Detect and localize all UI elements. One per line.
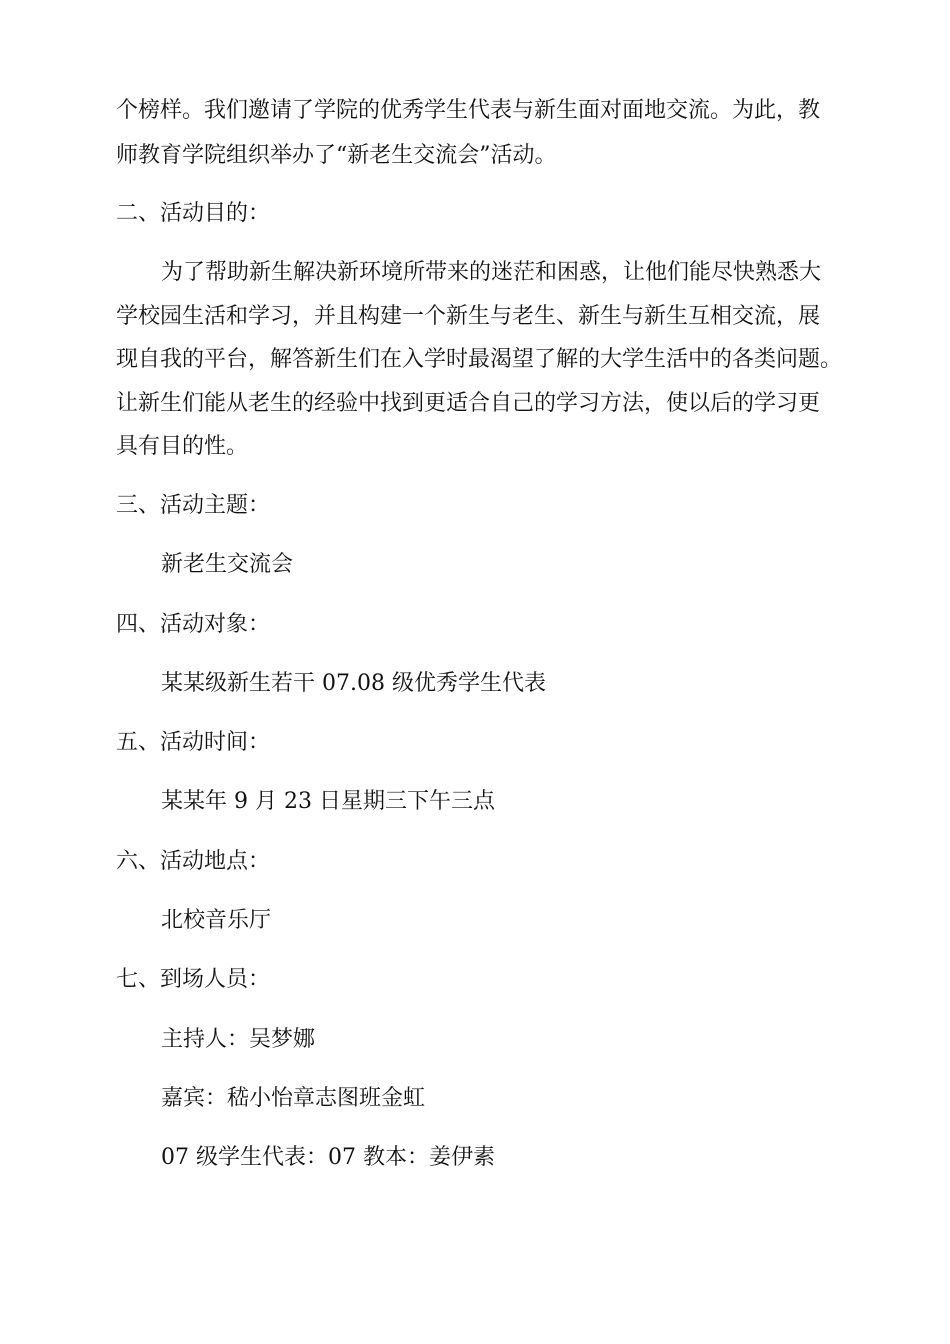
attendees-rep-07: 07 级学生代表：07 教本：姜伊素 (161, 1145, 495, 1170)
theme-content: 新老生交流会 (161, 552, 294, 577)
intro-line-2: 师教育学院组织举办了“新老生交流会”活动。 (116, 143, 557, 168)
time-heading: 五、活动时间： (116, 730, 271, 755)
intro-line-1: 个榜样。我们邀请了学院的优秀学生代表与新生面对面地交流。为此，教 (116, 98, 821, 123)
audience-content: 某某级新生若干 07.08 级优秀学生代表 (161, 671, 546, 696)
audience-heading: 四、活动对象： (116, 612, 271, 637)
purpose-line-3: 现自我的平台，解答新生们在入学时最渴望了解的大学生活中的各类问题。 (116, 347, 843, 372)
purpose-line-2: 学校园生活和学习，并且构建一个新生与老生、新生与新生互相交流，展 (116, 304, 821, 329)
attendees-guests: 嘉宾：嵇小怡章志图班金虹 (161, 1086, 426, 1111)
location-heading: 六、活动地点： (116, 849, 271, 874)
purpose-heading: 二、活动目的： (116, 201, 271, 226)
attendees-heading: 七、到场人员： (116, 967, 271, 992)
purpose-line-1: 为了帮助新生解决新环境所带来的迷茫和困惑，让他们能尽快熟悉大 (161, 260, 822, 285)
time-content: 某某年 9 月 23 日星期三下午三点 (161, 789, 495, 814)
purpose-line-4: 让新生们能从老生的经验中找到更适合自己的学习方法，使以后的学习更 (116, 391, 821, 416)
attendees-host: 主持人：吴梦娜 (161, 1027, 316, 1052)
purpose-line-5: 具有目的性。 (116, 434, 249, 459)
theme-heading: 三、活动主题： (116, 493, 271, 518)
location-content: 北校音乐厅 (161, 908, 272, 933)
